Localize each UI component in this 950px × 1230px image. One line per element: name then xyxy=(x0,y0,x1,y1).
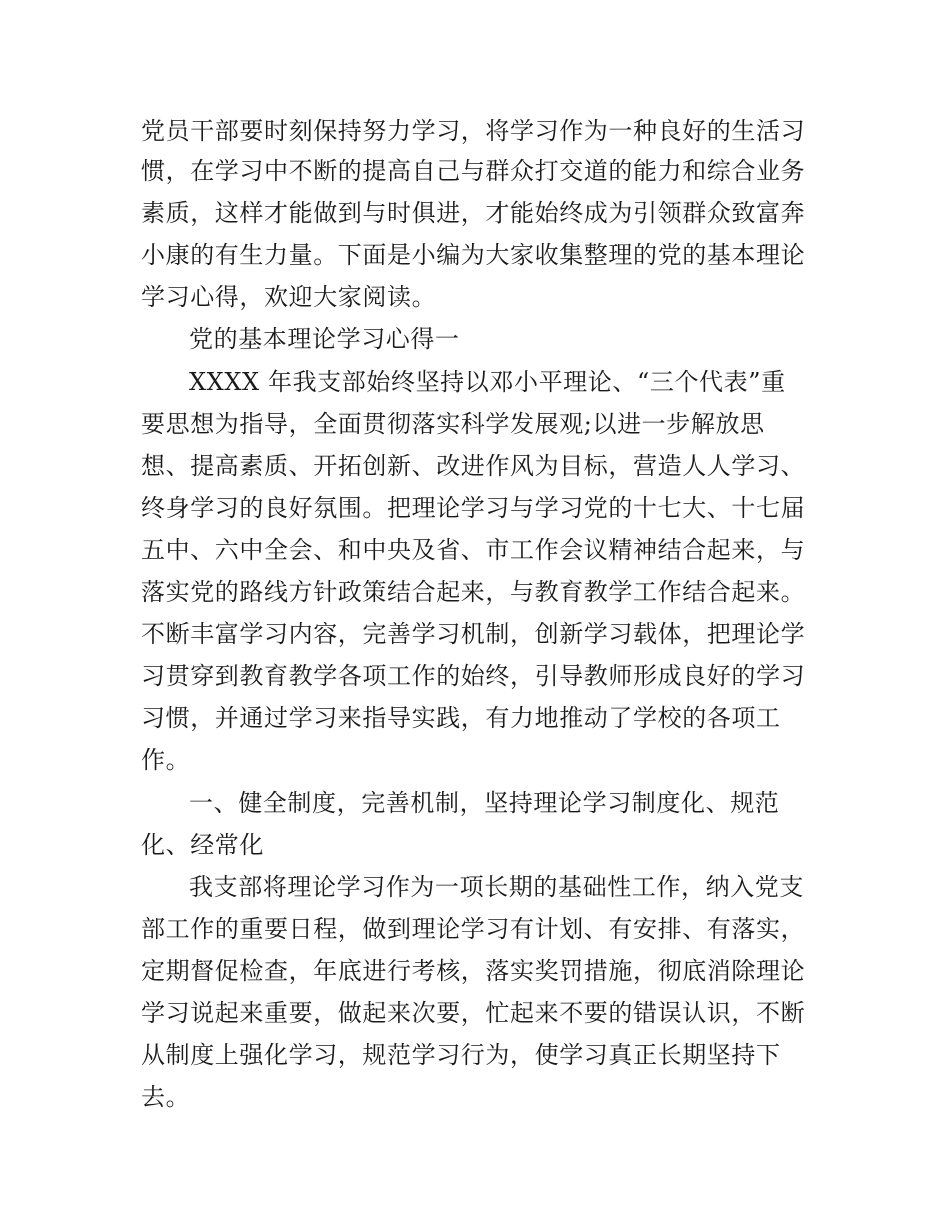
subsection-heading-line-2: 化、经常化 xyxy=(141,831,264,859)
body1-line-6: 落实党的路线方针政策结合起来，与教育教学工作结合起来。 xyxy=(141,578,806,606)
body1-line-3: 想、提高素质、开拓创新、改进作风为目标，营造人人学习、 xyxy=(141,452,806,480)
body1-line-5: 五中、六中全会、和中央及省、市工作会议精神结合起来，与 xyxy=(141,536,806,564)
body1-line-7: 不断丰富学习内容，完善学习机制，创新学习载体，把理论学 xyxy=(141,620,806,648)
intro-line-5: 学习心得，欢迎大家阅读。 xyxy=(141,283,437,311)
body2-line-2: 部工作的重要日程，做到理论学习有计划、有安排、有落实， xyxy=(141,915,806,943)
body1-line-9: 习惯，并通过学习来指导实践，有力地推动了学校的各项工 xyxy=(141,704,781,732)
subsection-heading-line-1: 一、健全制度，完善机制，坚持理论学习制度化、规范 xyxy=(189,789,780,817)
body1-line-8: 习贯穿到教育教学各项工作的始终，引导教师形成良好的学习 xyxy=(141,662,806,690)
body2-line-6: 去。 xyxy=(141,1083,191,1111)
body2-line-4: 学习说起来重要，做起来次要，忙起来不要的错误认识，不断 xyxy=(141,999,806,1027)
section-heading: 党的基本理论学习心得一 xyxy=(189,325,460,353)
intro-line-1: 党员干部要时刻保持努力学习，将学习作为一种良好的生活习 xyxy=(141,117,806,145)
body1-line-1: XXXX 年我支部始终坚持以邓小平理论、“三个代表”重 xyxy=(189,368,786,396)
body2-line-5: 从制度上强化学习，规范学习行为，使学习真正长期坚持下 xyxy=(141,1041,781,1069)
body2-line-3: 定期督促检查，年底进行考核，落实奖罚措施，彻底消除理论 xyxy=(141,957,806,985)
body1-line-10: 作。 xyxy=(141,746,191,774)
body2-line-1: 我支部将理论学习作为一项长期的基础性工作，纳入党支 xyxy=(189,873,804,901)
body1-line-4: 终身学习的良好氛围。把理论学习与学习党的十七大、十七届 xyxy=(141,494,806,522)
intro-line-2: 惯，在学习中不断的提高自己与群众打交道的能力和综合业务 xyxy=(141,157,806,185)
intro-line-3: 素质，这样才能做到与时俱进，才能始终成为引领群众致富奔 xyxy=(141,199,806,227)
body1-line-2: 要思想为指导，全面贯彻落实科学发展观;以进一步解放思 xyxy=(141,410,765,438)
intro-line-4: 小康的有生力量。下面是小编为大家收集整理的党的基本理论 xyxy=(141,241,806,269)
